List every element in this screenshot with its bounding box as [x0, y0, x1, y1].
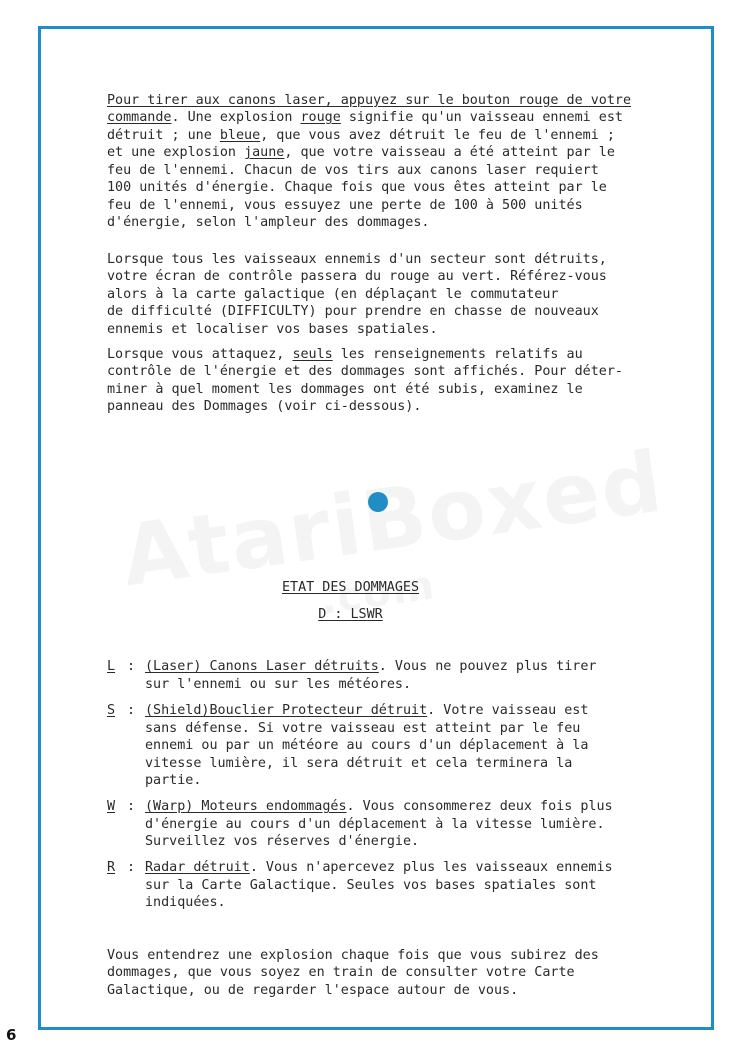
- blue-dot-marker: [368, 492, 388, 512]
- para1-line6: 100 unités d'énergie. Chaque fois que vous êtes atteint par le: [107, 180, 607, 195]
- para1-line3: détruit ; une bleue, que vous avez détruit le feu de l'ennemi ;: [107, 127, 615, 143]
- para2-line5: ennemis et localiser vos bases spatiales.: [107, 321, 438, 337]
- paragraph-closing: [107, 929, 707, 1017]
- para1-line5: feu de l'ennemi. Chacun de vos tirs aux canons laser requiert: [107, 162, 599, 178]
- para2-line3: alors à la carte galactique (en déplaçant le commutateur: [107, 286, 559, 302]
- para3-line3: miner à quel moment les dommages ont été subis, examinez le: [107, 381, 583, 397]
- para3-line1: Lorsque vous attaquez, seuls les renseignements relatifs au: [107, 346, 583, 362]
- damage-title: ETAT DES DOMMAGES: [281, 580, 420, 595]
- closing-line3: Galactique, ou de regarder l'espace autour de vous.: [107, 982, 519, 998]
- para1-line2: commande. Une explosion rouge signifie qu'un vaisseau ennemi est: [107, 110, 623, 125]
- paragraph-attack: [107, 328, 707, 433]
- para2-line2: votre écran de contrôle passera du rouge au vert. Référez-vous: [107, 269, 607, 284]
- page-number: 6: [6, 1026, 17, 1044]
- para2-line1: Lorsque tous les vaisseaux ennemis d'un secteur sont détruits,: [107, 251, 607, 267]
- para1-line7: feu de l'ennemi, vous essuyez une perte de 100 à 500 unités: [107, 197, 583, 213]
- para1-line4: et une explosion jaune, que votre vaisseau a été atteint par le: [107, 145, 615, 160]
- damage-subtitle: D : LSWR: [318, 607, 383, 622]
- closing-line2: dommages, que vous soyez en train de consulter votre Carte: [107, 965, 575, 980]
- para3-line4: panneau des Dommages (voir ci-dessous).: [107, 399, 422, 414]
- para1-line8: d'énergie, selon l'ampleur des dommages.: [107, 215, 430, 230]
- paragraph-laser: [107, 74, 707, 249]
- para1-line1: Pour tirer aux canons laser, appuyez sur le bouton rouge de votre: [107, 92, 632, 108]
- para3-line2: contrôle de l'énergie et des dommages sont affichés. Pour déter-: [107, 364, 623, 379]
- para2-line4: de difficulté (DIFFICULTY) pour prendre en chasse de nouveaux: [107, 304, 599, 319]
- closing-line1: Vous entendrez une explosion chaque fois que vous subirez des: [107, 947, 599, 963]
